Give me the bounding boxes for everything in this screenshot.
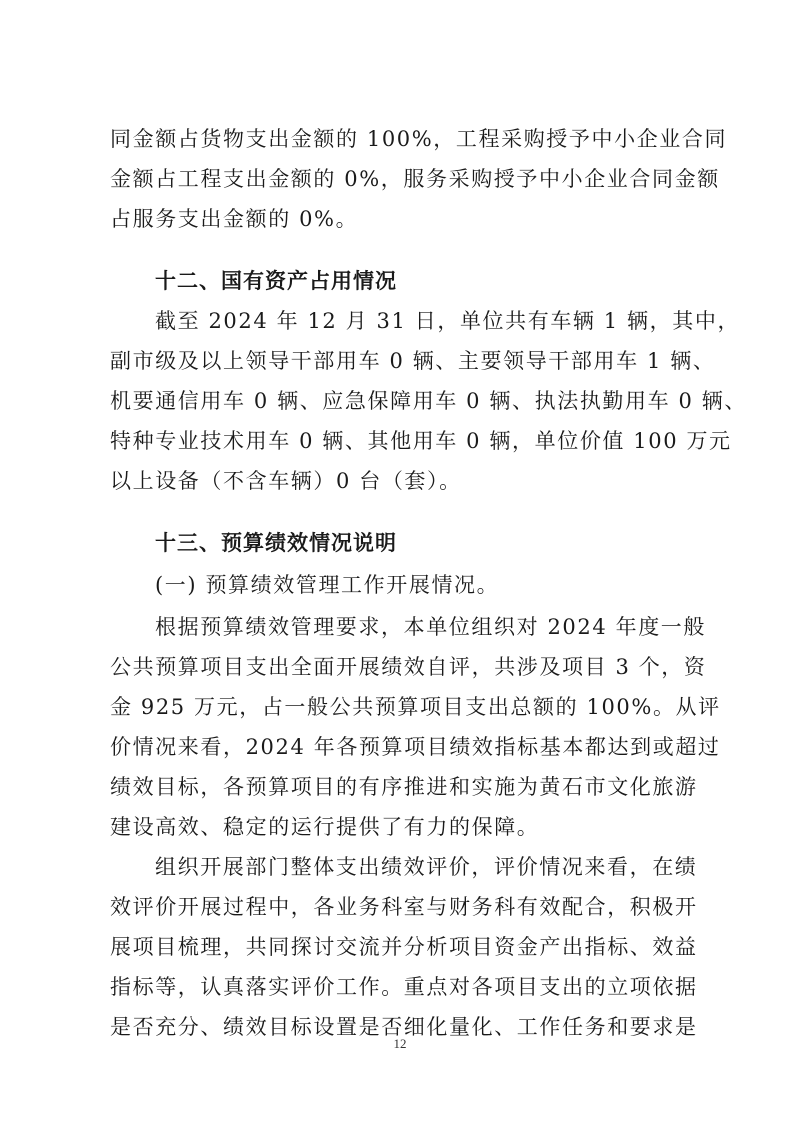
paragraph-line: 金额占工程支出金额的 0%，服务采购授予中小企业合同金额 bbox=[110, 167, 720, 191]
paragraph-line: 建设高效、稳定的运行提供了有力的保障。 bbox=[110, 815, 540, 839]
paragraph-line: 以上设备（不含车辆）0 台（套）。 bbox=[110, 469, 462, 493]
section-heading-12: 十二、国有资产占用情况 bbox=[155, 269, 397, 293]
paragraph-line: 特种专业技术用车 0 辆、其他用车 0 辆，单位价值 100 万元 bbox=[110, 429, 732, 453]
subheading: (一) 预算绩效管理工作开展情况。 bbox=[155, 573, 500, 597]
paragraph-line: 组织开展部门整体支出绩效评价，评价情况来看，在绩 bbox=[155, 855, 698, 879]
paragraph-line: 价情况来看，2024 年各预算项目绩效指标基本都达到或超过 bbox=[110, 735, 721, 759]
paragraph-line: 副市级及以上领导干部用车 0 辆、主要领导干部用车 1 辆、 bbox=[110, 349, 716, 373]
paragraph-line: 是否充分、绩效目标设置是否细化量化、工作任务和要求是 bbox=[110, 1015, 698, 1039]
paragraph-line: 同金额占货物支出金额的 100%，工程采购授予中小企业合同 bbox=[110, 127, 728, 151]
paragraph-line: 金 925 万元，占一般公共预算项目支出总额的 100%。从评 bbox=[110, 695, 721, 719]
paragraph-line: 占服务支出金额的 0%。 bbox=[110, 207, 359, 231]
paragraph-line: 根据预算绩效管理要求，本单位组织对 2024 年度一般 bbox=[155, 615, 706, 639]
paragraph-line: 截至 2024 年 12 月 31 日，单位共有车辆 1 辆，其中， bbox=[155, 309, 741, 333]
page-number: 12 bbox=[393, 1036, 407, 1051]
paragraph-line: 绩效目标，各预算项目的有序推进和实施为黄石市文化旅游 bbox=[110, 775, 698, 799]
paragraph-line: 效评价开展过程中，各业务科室与财务科有效配合，积极开 bbox=[110, 895, 698, 919]
section-heading-13: 十三、预算绩效情况说明 bbox=[155, 531, 397, 555]
paragraph-line: 指标等，认真落实评价工作。重点对各项目支出的立项依据 bbox=[110, 975, 698, 999]
paragraph-line: 展项目梳理，共同探讨交流并分析项目资金产出指标、效益 bbox=[110, 935, 698, 959]
paragraph-line: 公共预算项目支出全面开展绩效自评，共涉及项目 3 个，资 bbox=[110, 655, 707, 679]
paragraph-line: 机要通信用车 0 辆、应急保障用车 0 辆、执法执勤用车 0 辆、 bbox=[110, 389, 747, 413]
